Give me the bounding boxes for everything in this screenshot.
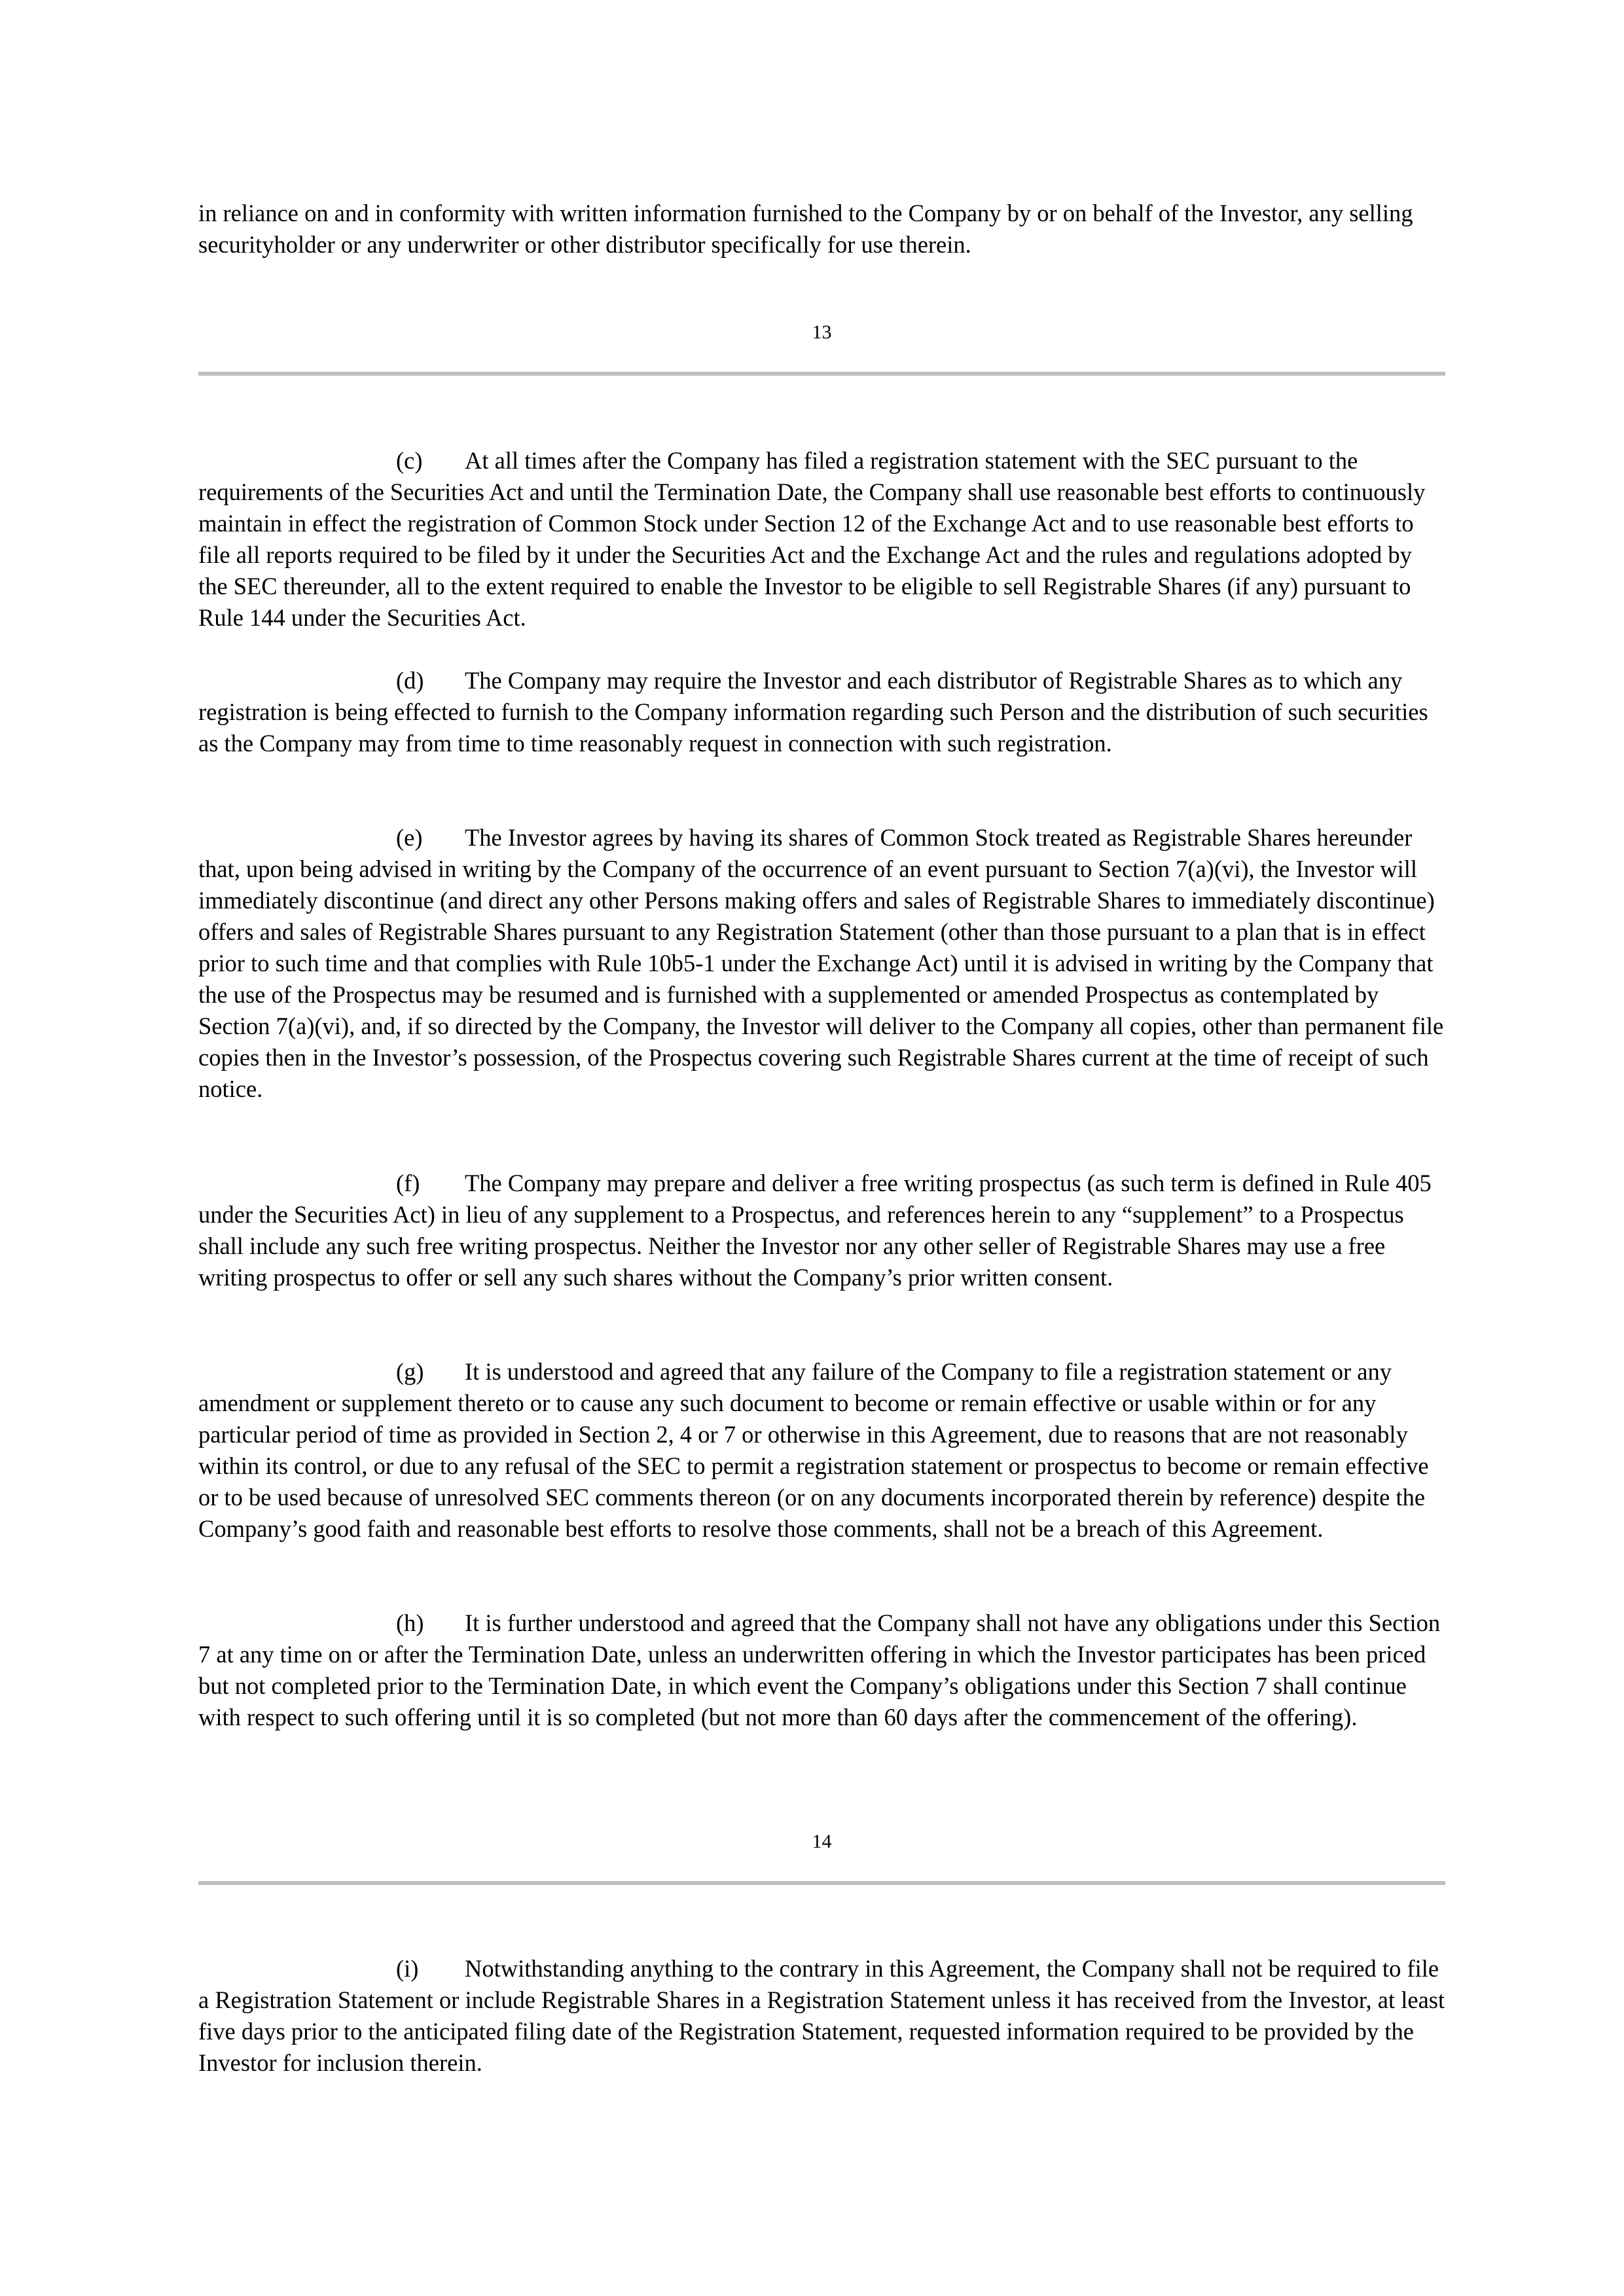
paragraph-label: (e) [396, 824, 423, 851]
paragraph-i [198, 1953, 1445, 2079]
paragraph-e [198, 822, 1445, 1105]
paragraph-label: (g) [396, 1358, 424, 1385]
paragraph-d [198, 665, 1445, 759]
paragraph-text: Notwithstanding anything to the contrary in this Agreement, the Company shall not be required to file a Registration Statement or include Registrable Shares in a Registration Statement unless it has received from the Investor, at least five days prior to the anticipated filing date of the Registration Statement, requested information required to be provided by the Investor for inclusion therein. [198, 1955, 1445, 2076]
paragraph-text: in reliance on and in conformity with written information furnished to the Company by or on behalf of the Investor, any selling securityholder or any underwriter or other distributor specifically for use therein. [198, 200, 1413, 258]
paragraph-g [198, 1356, 1445, 1545]
paragraph-label: (i) [396, 1955, 419, 1982]
paragraph-label: (d) [396, 667, 424, 694]
page-number: 13 [812, 321, 832, 343]
paragraph-continuation [198, 198, 1445, 260]
paragraph-label: (f) [396, 1170, 420, 1196]
page-break-divider [198, 372, 1445, 376]
page-number: 14 [812, 1831, 832, 1852]
paragraph-text: The Company may prepare and deliver a free writing prospectus (as such term is defined in Rule 405 under the Securities Act) in lieu of any supplement to a Prospectus, and references herein to any “supplement” to a Prospectus shall include any such free writing prospectus. Neither the Investor nor any other seller of Registrable Shares may use a free writing prospectus to offer or sell any such shares without the Company’s prior written consent. [198, 1170, 1432, 1291]
paragraph-text: It is further understood and agreed that the Company shall not have any obligations under this Section 7 at any time on or after the Termination Date, unless an underwritten offering in which the Investor participates has been priced but not completed prior to the Termination Date, in which event the Company’s obligations under this Section 7 shall continue with respect to such offering until it is so completed (but not more than 60 days after the commencement of the offering). [198, 1609, 1441, 1731]
page-break-divider [198, 1881, 1445, 1885]
paragraph-h [198, 1607, 1445, 1733]
paragraph-c [198, 445, 1445, 634]
paragraph-f [198, 1168, 1445, 1293]
paragraph-text: It is understood and agreed that any failure of the Company to file a registration statement or any amendment or supplement thereto or to cause any such document to become or remain effective or usable within or for any particular period of time as provided in Section 2, 4 or 7 or otherwise in this Agreement, due to reasons that are not reasonably within its control, or due to any refusal of the SEC to permit a registration statement or prospectus to become or remain effective or to be used because of unresolved SEC comments thereon (or on any documents incorporated therein by reference) despite the Company’s good faith and reasonable best efforts to resolve those comments, shall not be a breach of this Agreement. [198, 1358, 1429, 1542]
paragraph-text: At all times after the Company has filed a registration statement with the SEC pursuant to the requirements of the Securities Act and until the Termination Date, the Company shall use reasonable best efforts to continuously maintain in effect the registration of Common Stock under Section 12 of the Exchange Act and to use reasonable best efforts to file all reports required to be filed by it under the Securities Act and the Exchange Act and the rules and regulations adopted by the SEC thereunder, all to the extent required to enable the Investor to be eligible to sell Registrable Shares (if any) pursuant to Rule 144 under the Securities Act. [198, 447, 1426, 631]
paragraph-text: The Investor agrees by having its shares of Common Stock treated as Registrable Shares hereunder that, upon being advised in writing by the Company of the occurrence of an event pursuant to Section 7(a)(vi), the Investor will immediately discontinue (and direct any other Persons making offers and sales of Registrable Shares to immediately discontinue) offers and sales of Registrable Shares pursuant to any Registration Statement (other than those pursuant to a plan that is in effect prior to such time and that complies with Rule 10b5-1 under the Exchange Act) until it is advised in writing by the Company that the use of the Prospectus may be resumed and is furnished with a supplemented or amended Prospectus as contemplated by Section 7(a)(vi), and, if so directed by the Company, the Investor will deliver to the Company all copies, other than permanent file copies then in the Investor’s possession, of the Prospectus covering such Registrable Shares current at the time of receipt of such notice. [198, 824, 1444, 1102]
paragraph-label: (c) [396, 447, 423, 474]
paragraph-label: (h) [396, 1609, 424, 1636]
paragraph-text: The Company may require the Investor and each distributor of Registrable Shares as to which any registration is being effected to furnish to the Company information regarding such Person and the distribution of such securities as the Company may from time to time reasonably request in connection with such registration. [198, 667, 1428, 757]
